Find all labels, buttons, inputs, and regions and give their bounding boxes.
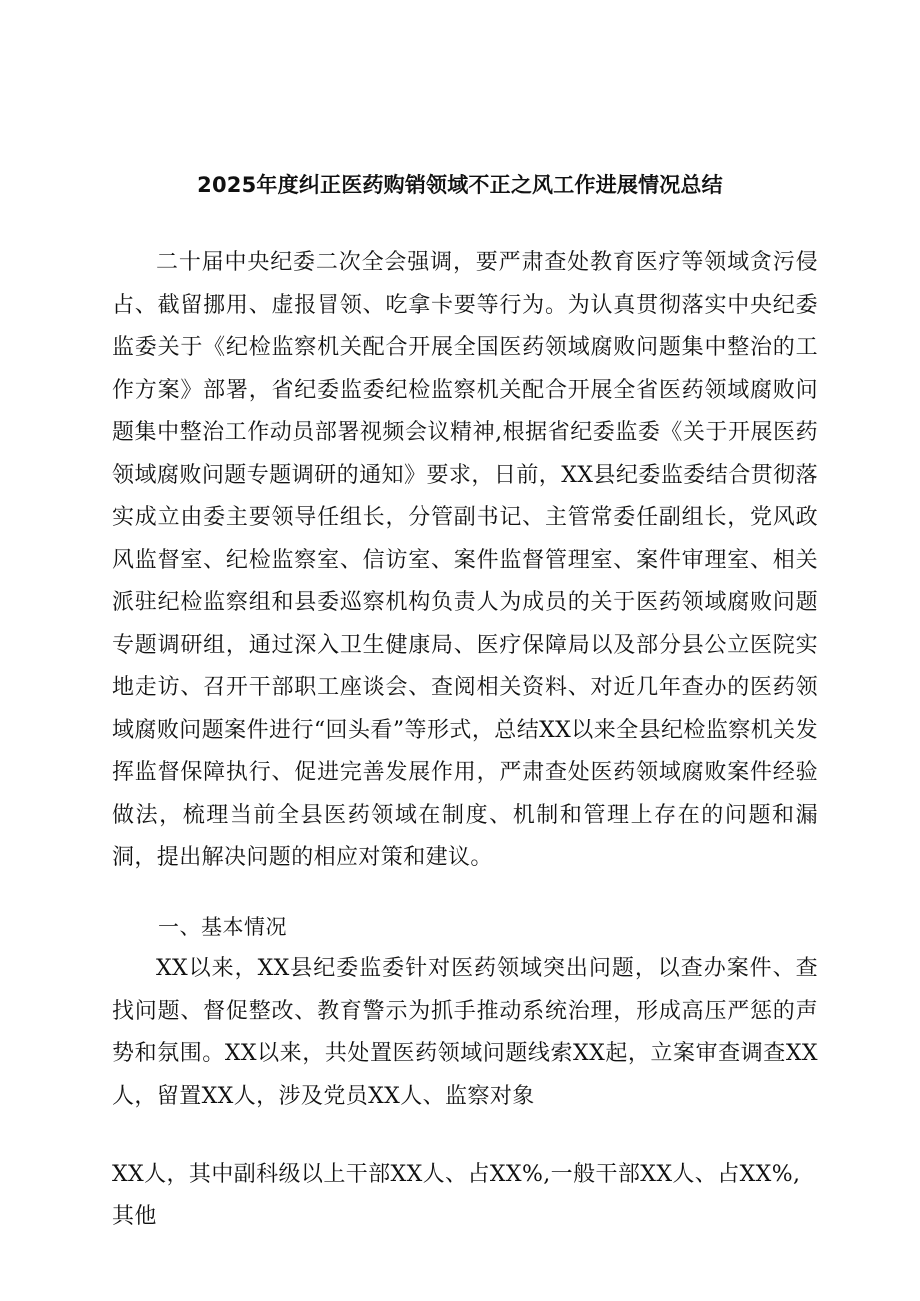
section-heading: 一、基本情况 [158, 915, 287, 939]
body-paragraph-continued: XX人，其中副科级以上干部XX人、占XX%,一般干部XX人、占XX%,其他 [112, 1162, 801, 1229]
document-title: 2025年度纠正医药购销领域不正之风工作进展情况总结 [197, 173, 723, 197]
body-paragraph: XX以来，XX县纪委监委针对医药领域突出问题，以查办案件、查找问题、督促整改、教育警示为抓手推动系统治理，形成高压严惩的声势和氛围。XX以来，共处置医药领域问题线索XX起，立案审查调查XX人，留置XX人，涉及党员XX人、监察对象 [112, 956, 818, 1109]
body-paragraph: 二十届中央纪委二次全会强调，要严肃查处教育医疗等领域贪污侵占、截留挪用、虚报冒领、吃拿卡要等行为。为认真贯彻落实中央纪委监委关于《纪检监察机关配合开展全国医药领域腐败问题集中整治的工作方案》部署，省纪委监委纪检监察机关配合开展全省医药领域腐败问题集中整治工作动员部署视频会议精神,根据省纪委监委《关于开展医药领域腐败问题专题调研的通知》要求，日前，XX县纪委监委结合贯彻落实成立由委主要领导任组长，分管副书记、主管常委任副组长，党风政风监督室、纪检监察室、信访室、案件监督管理室、案件审理室、相关派驻纪检监察组和县委巡察机构负责人为成员的关于医药领域腐败问题专题调研组，通过深入卫生健康局、医疗保障局以及部分县公立医院实地走访、召开干部职工座谈会、查阅相关资料、对近几年查办的医药领域腐败问题案件进行“回头看”等形式，总结XX以来全县纪检监察机关发挥监督保障执行、促进完善发展作用，严肃查处医药领域腐败案件经验做法，梳理当前全县医药领域在制度、机制和管理上存在的问题和漏洞，提出解决问题的相应对策和建议。 [112, 250, 818, 870]
